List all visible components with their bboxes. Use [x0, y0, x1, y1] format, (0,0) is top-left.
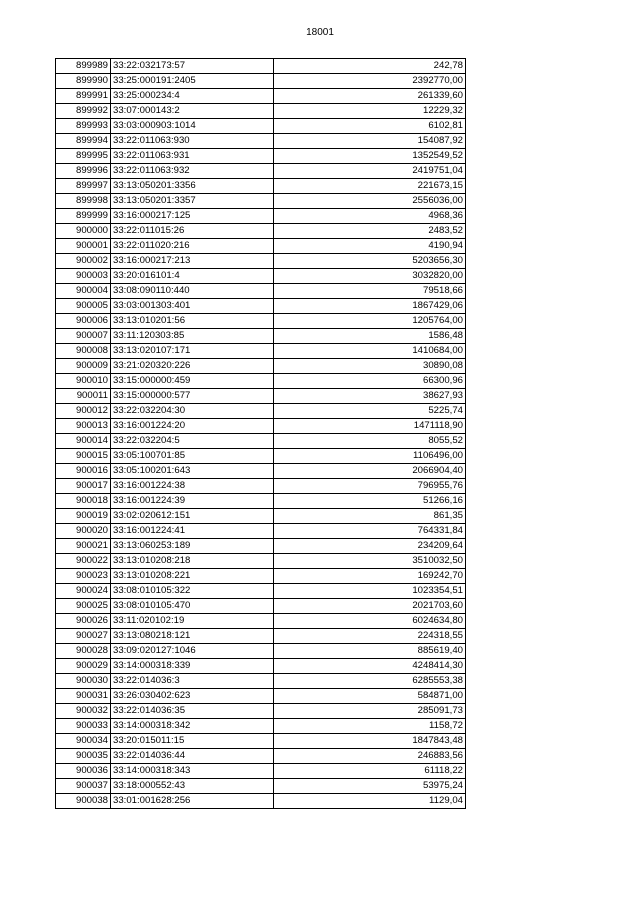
cadastral-number: 33:09:020127:1046 — [111, 644, 274, 659]
row-number: 900036 — [56, 764, 111, 779]
cadastral-value: 154087,92 — [274, 134, 466, 149]
row-number: 900024 — [56, 584, 111, 599]
cadastral-value: 1129,04 — [274, 794, 466, 809]
row-number: 900018 — [56, 494, 111, 509]
row-number: 899999 — [56, 209, 111, 224]
row-number: 900010 — [56, 374, 111, 389]
cadastral-number: 33:13:060253:189 — [111, 539, 274, 554]
table-row — [56, 134, 466, 149]
cadastral-number: 33:15:000000:459 — [111, 374, 274, 389]
cadastral-number: 33:18:000552:43 — [111, 779, 274, 794]
table-row — [56, 89, 466, 104]
cadastral-number: 33:26:030402:623 — [111, 689, 274, 704]
table-row — [56, 179, 466, 194]
cadastral-value: 1867429,06 — [274, 299, 466, 314]
cadastral-number: 33:13:010208:221 — [111, 569, 274, 584]
cadastral-number: 33:13:020107:171 — [111, 344, 274, 359]
cadastral-number: 33:22:032204:30 — [111, 404, 274, 419]
cadastral-value: 6024634,80 — [274, 614, 466, 629]
cadastral-number: 33:14:000318:342 — [111, 719, 274, 734]
table-row — [56, 224, 466, 239]
cadastral-value: 1352549,52 — [274, 149, 466, 164]
table-row — [56, 584, 466, 599]
cadastral-value: 6102,81 — [274, 119, 466, 134]
cadastral-value: 1586,48 — [274, 329, 466, 344]
table-row — [56, 389, 466, 404]
table-row — [56, 314, 466, 329]
cadastral-value: 1023354,51 — [274, 584, 466, 599]
cadastral-number: 33:13:010201:56 — [111, 314, 274, 329]
cadastral-value: 38627,93 — [274, 389, 466, 404]
cadastral-value: 6285553,38 — [274, 674, 466, 689]
cadastral-value: 12229,32 — [274, 104, 466, 119]
table-row — [56, 674, 466, 689]
cadastral-value: 1205764,00 — [274, 314, 466, 329]
cadastral-number: 33:16:001224:41 — [111, 524, 274, 539]
cadastral-value: 66300,96 — [274, 374, 466, 389]
cadastral-number: 33:22:032173:57 — [111, 59, 274, 74]
table-row — [56, 269, 466, 284]
cadastral-number: 33:11:120303:85 — [111, 329, 274, 344]
row-number: 900033 — [56, 719, 111, 734]
cadastral-number: 33:16:001224:20 — [111, 419, 274, 434]
row-number: 900037 — [56, 779, 111, 794]
cadastral-number: 33:16:000217:213 — [111, 254, 274, 269]
cadastral-value: 1106496,00 — [274, 449, 466, 464]
cadastral-number: 33:14:000318:343 — [111, 764, 274, 779]
cadastral-number: 33:11:020102:19 — [111, 614, 274, 629]
row-number: 900015 — [56, 449, 111, 464]
cadastral-value: 584871,00 — [274, 689, 466, 704]
cadastral-value: 2419751,04 — [274, 164, 466, 179]
cadastral-number: 33:08:010105:470 — [111, 599, 274, 614]
row-number: 899992 — [56, 104, 111, 119]
cadastral-number: 33:22:014036:44 — [111, 749, 274, 764]
cadastral-value: 5203656,30 — [274, 254, 466, 269]
table-row — [56, 329, 466, 344]
page-number: 18001 — [306, 27, 334, 38]
cadastral-value: 5225,74 — [274, 404, 466, 419]
cadastral-value: 8055,52 — [274, 434, 466, 449]
cadastral-number: 33:16:001224:39 — [111, 494, 274, 509]
row-number: 900029 — [56, 659, 111, 674]
cadastral-number: 33:20:015011:15 — [111, 734, 274, 749]
cadastral-value: 1471118,90 — [274, 419, 466, 434]
table-row — [56, 464, 466, 479]
cadastral-value: 2021703,60 — [274, 599, 466, 614]
cadastral-number: 33:16:001224:38 — [111, 479, 274, 494]
cadastral-number: 33:22:011063:931 — [111, 149, 274, 164]
cadastral-number: 33:03:000903:1014 — [111, 119, 274, 134]
cadastral-number: 33:20:016101:4 — [111, 269, 274, 284]
row-number: 899997 — [56, 179, 111, 194]
table-row — [56, 359, 466, 374]
table-row — [56, 419, 466, 434]
table-row — [56, 779, 466, 794]
cadastral-number: 33:22:011020:216 — [111, 239, 274, 254]
table-row — [56, 689, 466, 704]
cadastral-value: 2392770,00 — [274, 74, 466, 89]
row-number: 899998 — [56, 194, 111, 209]
cadastral-number: 33:07:000143:2 — [111, 104, 274, 119]
cadastral-number: 33:15:000000:577 — [111, 389, 274, 404]
cadastral-value: 861,35 — [274, 509, 466, 524]
cadastral-value: 4248414,30 — [274, 659, 466, 674]
row-number: 900004 — [56, 284, 111, 299]
row-number: 900030 — [56, 674, 111, 689]
table-row — [56, 719, 466, 734]
cadastral-value: 796955,76 — [274, 479, 466, 494]
row-number: 900016 — [56, 464, 111, 479]
cadastral-number: 33:22:011063:932 — [111, 164, 274, 179]
row-number: 900032 — [56, 704, 111, 719]
table-row — [56, 239, 466, 254]
table-row — [56, 644, 466, 659]
table-row — [56, 344, 466, 359]
row-number: 900026 — [56, 614, 111, 629]
table-row — [56, 149, 466, 164]
table-row — [56, 569, 466, 584]
row-number: 900013 — [56, 419, 111, 434]
row-number: 900011 — [56, 389, 111, 404]
cadastral-value: 2066904,40 — [274, 464, 466, 479]
row-number: 900000 — [56, 224, 111, 239]
row-number: 900005 — [56, 299, 111, 314]
table-row — [56, 209, 466, 224]
cadastral-number: 33:05:100201:643 — [111, 464, 274, 479]
cadastral-value: 242,78 — [274, 59, 466, 74]
table-row — [56, 449, 466, 464]
table-row — [56, 59, 466, 74]
table-row — [56, 524, 466, 539]
cadastral-value: 261339,60 — [274, 89, 466, 104]
table-row — [56, 704, 466, 719]
registry-table — [55, 58, 466, 809]
cadastral-value: 764331,84 — [274, 524, 466, 539]
row-number: 900034 — [56, 734, 111, 749]
table-row — [56, 194, 466, 209]
cadastral-value: 246883,56 — [274, 749, 466, 764]
table-row — [56, 374, 466, 389]
row-number: 899993 — [56, 119, 111, 134]
cadastral-value: 2483,52 — [274, 224, 466, 239]
table-row — [56, 749, 466, 764]
table-row — [56, 479, 466, 494]
table-row — [56, 509, 466, 524]
table-row — [56, 599, 466, 614]
row-number: 900007 — [56, 329, 111, 344]
cadastral-number: 33:22:014036:35 — [111, 704, 274, 719]
cadastral-number: 33:13:050201:3356 — [111, 179, 274, 194]
cadastral-number: 33:08:010105:322 — [111, 584, 274, 599]
row-number: 900006 — [56, 314, 111, 329]
cadastral-number: 33:25:000234:4 — [111, 89, 274, 104]
cadastral-number: 33:02:020612:151 — [111, 509, 274, 524]
row-number: 900038 — [56, 794, 111, 809]
cadastral-value: 285091,73 — [274, 704, 466, 719]
cadastral-number: 33:16:000217:125 — [111, 209, 274, 224]
table-row — [56, 104, 466, 119]
cadastral-value: 51266,16 — [274, 494, 466, 509]
row-number: 900003 — [56, 269, 111, 284]
row-number: 900001 — [56, 239, 111, 254]
table-row — [56, 614, 466, 629]
cadastral-number: 33:14:000318:339 — [111, 659, 274, 674]
table-row — [56, 764, 466, 779]
cadastral-number: 33:13:050201:3357 — [111, 194, 274, 209]
cadastral-number: 33:13:010208:218 — [111, 554, 274, 569]
row-number: 900028 — [56, 644, 111, 659]
row-number: 900021 — [56, 539, 111, 554]
row-number: 900031 — [56, 689, 111, 704]
row-number: 900023 — [56, 569, 111, 584]
cadastral-value: 1847843,48 — [274, 734, 466, 749]
cadastral-number: 33:22:032204:5 — [111, 434, 274, 449]
cadastral-value: 30890,08 — [274, 359, 466, 374]
table-row — [56, 404, 466, 419]
row-number: 900019 — [56, 509, 111, 524]
table-row — [56, 554, 466, 569]
cadastral-number: 33:21:020320:226 — [111, 359, 274, 374]
cadastral-number: 33:13:080218:121 — [111, 629, 274, 644]
row-number: 900008 — [56, 344, 111, 359]
cadastral-value: 4968,36 — [274, 209, 466, 224]
cadastral-number: 33:22:011063:930 — [111, 134, 274, 149]
row-number: 900012 — [56, 404, 111, 419]
table-row — [56, 164, 466, 179]
row-number: 899994 — [56, 134, 111, 149]
table-row — [56, 539, 466, 554]
row-number: 900027 — [56, 629, 111, 644]
table-row — [56, 734, 466, 749]
cadastral-number: 33:03:001303:401 — [111, 299, 274, 314]
table-row — [56, 74, 466, 89]
table-row — [56, 119, 466, 134]
cadastral-value: 3032820,00 — [274, 269, 466, 284]
cadastral-value: 2556036,00 — [274, 194, 466, 209]
row-number: 900002 — [56, 254, 111, 269]
cadastral-number: 33:22:011015:26 — [111, 224, 274, 239]
row-number: 899990 — [56, 74, 111, 89]
table-row — [56, 494, 466, 509]
cadastral-value: 1410684,00 — [274, 344, 466, 359]
cadastral-number: 33:08:090110:440 — [111, 284, 274, 299]
row-number: 900020 — [56, 524, 111, 539]
row-number: 900017 — [56, 479, 111, 494]
registry-table-body — [56, 59, 466, 809]
row-number: 900025 — [56, 599, 111, 614]
cadastral-value: 4190,94 — [274, 239, 466, 254]
table-row — [56, 659, 466, 674]
cadastral-number: 33:22:014036:3 — [111, 674, 274, 689]
cadastral-value: 234209,64 — [274, 539, 466, 554]
cadastral-value: 885619,40 — [274, 644, 466, 659]
cadastral-value: 221673,15 — [274, 179, 466, 194]
table-row — [56, 629, 466, 644]
table-row — [56, 299, 466, 314]
cadastral-value: 53975,24 — [274, 779, 466, 794]
table-row — [56, 284, 466, 299]
cadastral-value: 224318,55 — [274, 629, 466, 644]
cadastral-number: 33:25:000191:2405 — [111, 74, 274, 89]
cadastral-number: 33:01:001628:256 — [111, 794, 274, 809]
table-row — [56, 434, 466, 449]
cadastral-value: 1158,72 — [274, 719, 466, 734]
row-number: 900022 — [56, 554, 111, 569]
table-row — [56, 794, 466, 809]
row-number: 899996 — [56, 164, 111, 179]
cadastral-number: 33:05:100701:85 — [111, 449, 274, 464]
cadastral-value: 61118,22 — [274, 764, 466, 779]
cadastral-value: 3510032,50 — [274, 554, 466, 569]
row-number: 900014 — [56, 434, 111, 449]
row-number: 899995 — [56, 149, 111, 164]
table-row — [56, 254, 466, 269]
row-number: 900035 — [56, 749, 111, 764]
row-number: 899991 — [56, 89, 111, 104]
cadastral-value: 169242,70 — [274, 569, 466, 584]
cadastral-value: 79518,66 — [274, 284, 466, 299]
row-number: 900009 — [56, 359, 111, 374]
row-number: 899989 — [56, 59, 111, 74]
